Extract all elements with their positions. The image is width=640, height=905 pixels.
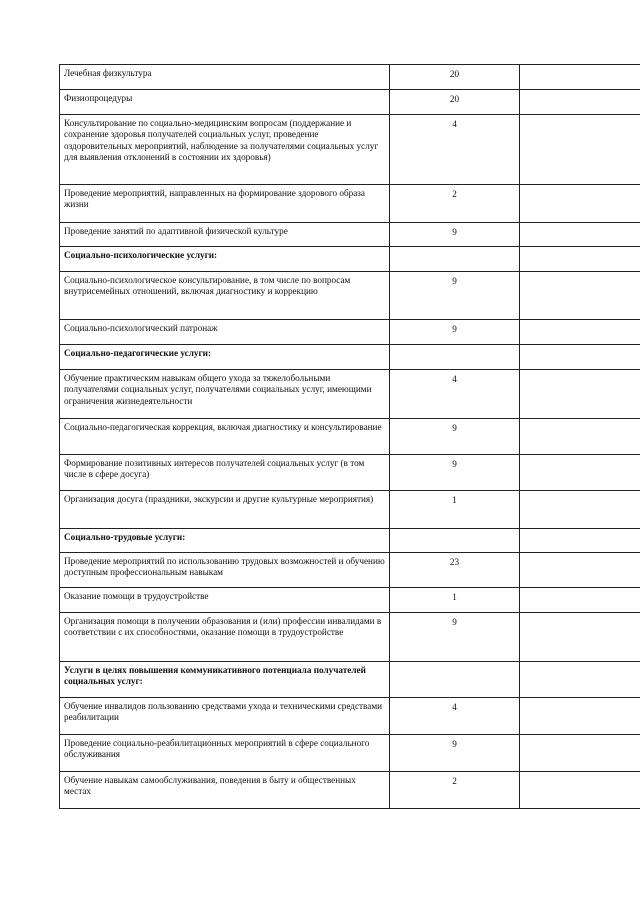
section-header-row: [60, 529, 640, 553]
services-table-body: [60, 65, 640, 809]
section-header-row: [60, 345, 640, 370]
service-quantity-value: 1: [452, 495, 457, 505]
empty-cell: [520, 223, 640, 247]
empty-cell: [520, 772, 640, 809]
service-quantity-value: 9: [452, 423, 457, 433]
service-quantity: [390, 588, 520, 613]
table-row: [60, 455, 640, 491]
service-name: Проведение мероприятий по использованию трудовых возможностей и обучению доступным профессиональным навыкам: [60, 553, 390, 588]
table-row: [60, 272, 640, 320]
empty-cell: [520, 370, 640, 419]
table-row: [60, 185, 640, 223]
service-name: Социально-психологический патронаж: [60, 320, 390, 345]
empty-cell: [520, 491, 640, 529]
empty-cell: [520, 90, 640, 115]
service-name: Проведение социально-реабилитационных мероприятий в сфере социального обслуживания: [60, 735, 390, 772]
empty-cell: [520, 529, 640, 553]
table-row: [60, 223, 640, 247]
service-quantity-value: 23: [449, 557, 460, 567]
section-header-row: [60, 247, 640, 272]
table-row: [60, 419, 640, 455]
service-quantity: [390, 320, 520, 345]
empty-cell: [520, 185, 640, 223]
service-quantity: [390, 491, 520, 529]
service-quantity: [390, 613, 520, 662]
service-quantity: [390, 370, 520, 419]
table-row: [60, 370, 640, 419]
section-title: Социально-педагогические услуги:: [60, 345, 390, 370]
service-name: Организация помощи в получении образования и (или) профессии инвалидами в соответствии с их способностями, оказание помощи в трудоустройстве: [60, 613, 390, 662]
service-quantity-value: 2: [452, 776, 457, 786]
service-name: Консультирование по социально-медицинским вопросам (поддержание и сохранение здоровья получателей социальных услуг, проведение оздоровительных мероприятий, наблюдение за получателями социальных услуг для выявления отклонений в состоянии их здоровья): [60, 115, 390, 185]
table-row: [60, 65, 640, 90]
service-name: Проведение мероприятий, направленных на формирование здорового образа жизни: [60, 185, 390, 223]
service-quantity: [390, 90, 520, 115]
service-quantity: [390, 735, 520, 772]
service-quantity: [390, 553, 520, 588]
services-table: [59, 64, 640, 809]
service-name: Проведение занятий по адаптивной физической культуре: [60, 223, 390, 247]
table-row: [60, 772, 640, 809]
service-quantity: [390, 185, 520, 223]
service-quantity-value: 20: [449, 69, 460, 79]
service-name: Обучение навыкам самообслуживания, поведения в быту и общественных местах: [60, 772, 390, 809]
empty-cell: [520, 65, 640, 90]
service-quantity: [390, 419, 520, 455]
table-row: [60, 613, 640, 662]
empty-cell: [520, 455, 640, 491]
table-row: [60, 553, 640, 588]
service-name: Обучение инвалидов пользованию средствами ухода и техническими средствами реабилитации: [60, 698, 390, 735]
service-quantity: [390, 345, 520, 370]
empty-cell: [520, 247, 640, 272]
service-quantity-value: 9: [452, 227, 457, 237]
table-row: [60, 90, 640, 115]
service-name: Социально-психологическое консультирование, в том числе по вопросам внутрисемейных отношений, включая диагностику и коррекцию: [60, 272, 390, 320]
service-name: Оказание помощи в трудоустройстве: [60, 588, 390, 613]
service-quantity-value: 9: [452, 739, 457, 749]
service-quantity-value: 9: [452, 276, 457, 286]
table-row: [60, 588, 640, 613]
empty-cell: [520, 735, 640, 772]
service-quantity: [390, 65, 520, 90]
empty-cell: [520, 588, 640, 613]
table-row: [60, 491, 640, 529]
section-header-row: [60, 662, 640, 698]
service-quantity-value: 1: [452, 592, 457, 602]
service-quantity: [390, 247, 520, 272]
service-name: Социально-педагогическая коррекция, включая диагностику и консультирование: [60, 419, 390, 455]
section-title: Социально-психологические услуги:: [60, 247, 390, 272]
empty-cell: [520, 553, 640, 588]
service-name: Обучение практическим навыкам общего ухода за тяжелобольными получателями социальных услуг, получателями социальных услуг, имеющими ограничения жизнедеятельности: [60, 370, 390, 419]
empty-cell: [520, 272, 640, 320]
table-row: [60, 115, 640, 185]
empty-cell: [520, 613, 640, 662]
empty-cell: [520, 320, 640, 345]
table-row: [60, 735, 640, 772]
service-name: Физиопроцедуры: [60, 90, 390, 115]
empty-cell: [520, 662, 640, 698]
empty-cell: [520, 345, 640, 370]
service-quantity: [390, 772, 520, 809]
service-quantity: [390, 698, 520, 735]
service-quantity: [390, 272, 520, 320]
empty-cell: [520, 419, 640, 455]
service-quantity: [390, 455, 520, 491]
service-quantity-value: 9: [452, 459, 457, 469]
empty-cell: [520, 698, 640, 735]
service-quantity-value: 4: [452, 374, 457, 384]
service-quantity: [390, 223, 520, 247]
service-quantity-value: 9: [452, 324, 457, 334]
service-quantity-value: 4: [452, 119, 457, 129]
service-quantity: [390, 662, 520, 698]
service-quantity: [390, 115, 520, 185]
section-title: Социально-трудовые услуги:: [60, 529, 390, 553]
service-quantity-value: 9: [452, 617, 457, 627]
table-row: [60, 698, 640, 735]
service-name: Лечебная физкультура: [60, 65, 390, 90]
service-name: Формирование позитивных интересов получателей социальных услуг (в том числе в сфере досуга): [60, 455, 390, 491]
section-title: Услуги в целях повышения коммуникативного потенциала получателей социальных услуг:: [60, 662, 390, 698]
service-quantity-value: 20: [449, 94, 460, 104]
service-name: Организация досуга (праздники, экскурсии и другие культурные мероприятия): [60, 491, 390, 529]
table-row: [60, 320, 640, 345]
empty-cell: [520, 115, 640, 185]
service-quantity-value: 4: [452, 702, 457, 712]
service-quantity: [390, 529, 520, 553]
service-quantity-value: 2: [452, 189, 457, 199]
